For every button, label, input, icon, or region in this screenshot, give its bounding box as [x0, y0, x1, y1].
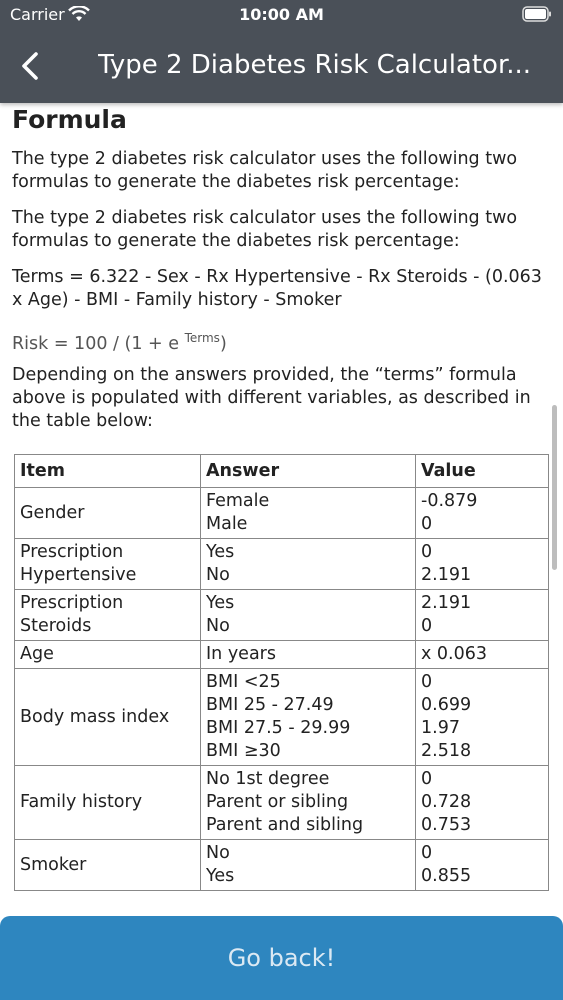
table-row [15, 766, 549, 840]
answer-text: Male [206, 514, 248, 534]
status-time: 10:00 AM [239, 5, 324, 24]
answer-text: BMI 25 - 27.49 [206, 695, 334, 715]
value-text: 0.728 [421, 792, 472, 812]
intro-paragraph: The type 2 diabetes risk calculator uses the following two formulas to generate the diabetes risk percentage: [12, 149, 518, 192]
table-row [15, 641, 549, 669]
value-cell [416, 766, 549, 840]
answer-text: BMI <25 [206, 672, 281, 692]
status-bar [0, 0, 563, 30]
answer-text: Parent and sibling [206, 815, 364, 835]
answer-text: BMI 27.5 - 29.99 [206, 718, 351, 738]
table-row [15, 840, 549, 891]
value-cell [416, 669, 549, 766]
page-title: Type 2 Diabetes Risk Calculator... [98, 50, 532, 80]
answer-cell [201, 840, 416, 891]
table-row [15, 488, 549, 539]
answer-cell [201, 766, 416, 840]
answer-cell [201, 641, 416, 669]
value-text: 2.191 [421, 565, 472, 585]
value-cell [416, 539, 549, 590]
risk-formula-close: ) [219, 333, 227, 354]
risk-formula-text: Risk = 100 / (1 + e [12, 333, 180, 354]
column-header-answer: Answer [201, 455, 416, 488]
scrollbar[interactable] [552, 405, 557, 570]
article-content[interactable] [0, 103, 563, 915]
value-text: 0 [421, 843, 433, 863]
item-cell: Smoker [15, 840, 201, 891]
answer-text: Yes [206, 866, 235, 886]
value-text: 2.191 [421, 593, 472, 613]
answer-text: BMI ≥30 [206, 741, 281, 761]
terms-formula: Terms = 6.322 - Sex - Rx Hypertensive - Rx Steroids - (0.063 x Age) - BMI - Family history - Smoker [12, 267, 542, 310]
value-text: 0.855 [421, 866, 472, 886]
risk-formula [12, 327, 542, 356]
carrier-label: Carrier [10, 5, 65, 24]
value-cell [416, 840, 549, 891]
value-text: 0 [421, 542, 433, 562]
answer-text: No [206, 565, 230, 585]
item-cell: Prescription Hypertensive [15, 539, 201, 590]
answer-text: Yes [206, 593, 235, 613]
answer-text: No [206, 616, 230, 636]
go-back-button[interactable]: Go back! [0, 916, 563, 1000]
column-header-item: Item [15, 455, 201, 488]
table-description: Depending on the answers provided, the “terms” formula above is populated with different variables, as described in the table below: [12, 365, 531, 431]
item-cell: Family history [15, 766, 201, 840]
value-cell [416, 590, 549, 641]
value-text: 0 [421, 616, 433, 636]
value-text: 0.699 [421, 695, 472, 715]
answer-cell [201, 539, 416, 590]
answer-cell [201, 590, 416, 641]
risk-formula-exponent: Terms [184, 331, 220, 345]
answer-text: Female [206, 491, 270, 511]
table-header-row [15, 455, 549, 488]
column-header-value: Value [416, 455, 549, 488]
risk-variables-table [14, 454, 549, 891]
answer-cell [201, 669, 416, 766]
value-text: -0.879 [421, 491, 478, 511]
table-row [15, 590, 549, 641]
answer-text: No 1st degree [206, 769, 330, 789]
answer-cell [201, 488, 416, 539]
table-row [15, 669, 549, 766]
value-text: 0.753 [421, 815, 472, 835]
value-text: x 0.063 [421, 644, 488, 664]
app-header [0, 0, 563, 103]
table-row [15, 539, 549, 590]
chevron-left-icon[interactable] [18, 51, 42, 81]
intro-paragraph-repeat: The type 2 diabetes risk calculator uses the following two formulas to generate the diabetes risk percentage: [12, 208, 518, 251]
item-cell: Gender [15, 488, 201, 539]
answer-text: Yes [206, 542, 235, 562]
answer-text: Parent or sibling [206, 792, 349, 812]
item-cell: Body mass index [15, 669, 201, 766]
answer-text: No [206, 843, 230, 863]
section-heading: Formula [12, 105, 127, 134]
value-text: 2.518 [421, 741, 472, 761]
value-cell [416, 641, 549, 669]
value-text: 0 [421, 672, 433, 692]
answer-text: In years [206, 644, 276, 664]
value-text: 1.97 [421, 718, 460, 738]
battery-icon [522, 6, 552, 22]
value-text: 0 [421, 514, 433, 534]
value-text: 0 [421, 769, 433, 789]
value-cell [416, 488, 549, 539]
item-cell: Age [15, 641, 201, 669]
item-cell: Prescription Steroids [15, 590, 201, 641]
